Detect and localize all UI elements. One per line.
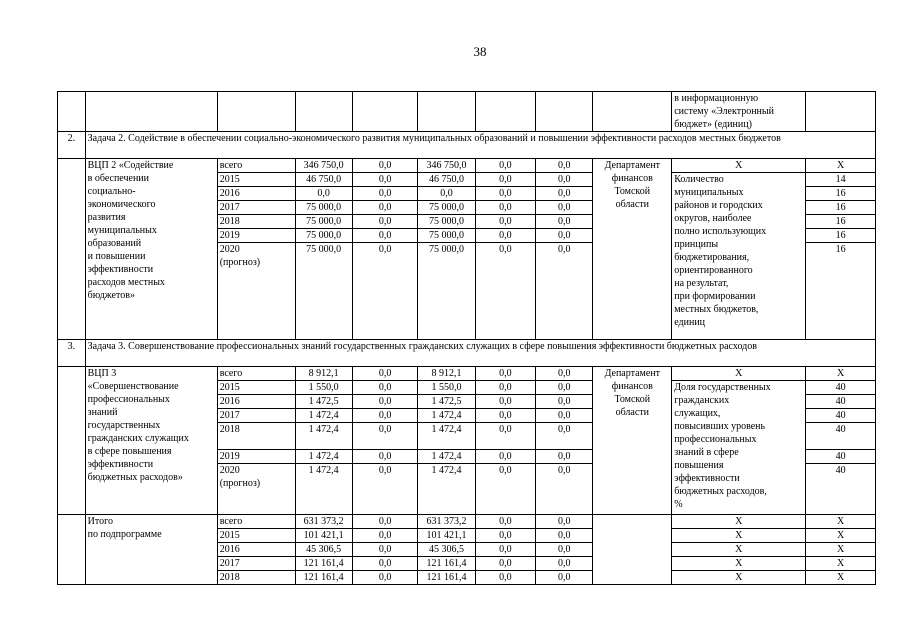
indicator-value: 14 bbox=[806, 173, 876, 187]
indicator-value: 40 bbox=[806, 423, 876, 450]
local-cell: 0,0 bbox=[475, 395, 535, 409]
local-cell: 0,0 bbox=[475, 450, 535, 464]
total-cell: 1 472,4 bbox=[295, 450, 352, 464]
federal-cell: 0,0 bbox=[352, 381, 418, 395]
total-cell: 75 000,0 bbox=[295, 215, 352, 229]
federal-cell: 0,0 bbox=[352, 243, 418, 340]
indicator-value: Х bbox=[806, 557, 876, 571]
indicator-x: Х bbox=[672, 543, 806, 557]
total-cell: 121 161,4 bbox=[295, 571, 352, 585]
program-table bbox=[57, 91, 876, 585]
indicator-x: Х bbox=[672, 367, 806, 381]
regional-cell: 1 472,5 bbox=[418, 395, 475, 409]
year-cell: 2015 bbox=[217, 529, 295, 543]
local-cell: 0,0 bbox=[475, 529, 535, 543]
other-cell: 0,0 bbox=[536, 243, 593, 340]
total-cell: 0,0 bbox=[295, 187, 352, 201]
federal-cell: 0,0 bbox=[352, 229, 418, 243]
task-number: 2. bbox=[58, 132, 86, 159]
federal-cell: 0,0 bbox=[352, 159, 418, 173]
regional-cell: 346 750,0 bbox=[418, 159, 475, 173]
task-title: Задача 3. Совершенствование профессиональных знаний государственных гражданских служащих в сфере повышения эффективности бюджетных расходов bbox=[85, 340, 875, 367]
local-cell: 0,0 bbox=[475, 543, 535, 557]
local-cell: 0,0 bbox=[475, 215, 535, 229]
total-cell: 1 472,4 bbox=[295, 423, 352, 450]
year-cell: 2016 bbox=[217, 395, 295, 409]
total-cell: 75 000,0 bbox=[295, 243, 352, 340]
total-cell: 8 912,1 bbox=[295, 367, 352, 381]
other-cell: 0,0 bbox=[536, 423, 593, 450]
regional-cell: 75 000,0 bbox=[418, 215, 475, 229]
year-cell: 2015 bbox=[217, 381, 295, 395]
federal-cell: 0,0 bbox=[352, 201, 418, 215]
other-cell: 0,0 bbox=[536, 229, 593, 243]
other-cell: 0,0 bbox=[536, 529, 593, 543]
other-cell: 0,0 bbox=[536, 450, 593, 464]
local-cell: 0,0 bbox=[475, 201, 535, 215]
other-cell: 0,0 bbox=[536, 409, 593, 423]
local-cell: 0,0 bbox=[475, 409, 535, 423]
local-cell: 0,0 bbox=[475, 571, 535, 585]
regional-cell: 1 472,4 bbox=[418, 409, 475, 423]
federal-cell: 0,0 bbox=[352, 395, 418, 409]
year-cell: 2020 (прогноз) bbox=[217, 464, 295, 515]
year-cell: 2019 bbox=[217, 450, 295, 464]
task-title: Задача 2. Содействие в обеспечении социально-экономического развития муниципальных образований и повышении эффективности расходов местных бюджетов bbox=[85, 132, 875, 159]
task-header-row bbox=[58, 340, 876, 367]
regional-cell: 631 373,2 bbox=[418, 515, 475, 529]
local-cell: 0,0 bbox=[475, 243, 535, 340]
federal-cell: 0,0 bbox=[352, 409, 418, 423]
federal-cell: 0,0 bbox=[352, 173, 418, 187]
federal-cell: 0,0 bbox=[352, 215, 418, 229]
indicator-value: Х bbox=[806, 529, 876, 543]
year-cell: 2020 (прогноз) bbox=[217, 243, 295, 340]
other-cell: 0,0 bbox=[536, 464, 593, 515]
total-cell: 75 000,0 bbox=[295, 201, 352, 215]
local-cell: 0,0 bbox=[475, 423, 535, 450]
local-cell: 0,0 bbox=[475, 229, 535, 243]
year-cell: 2016 bbox=[217, 543, 295, 557]
federal-cell: 0,0 bbox=[352, 571, 418, 585]
indicator-value: Х bbox=[806, 367, 876, 381]
year-cell: 2015 bbox=[217, 173, 295, 187]
other-cell: 0,0 bbox=[536, 367, 593, 381]
data-row bbox=[58, 367, 876, 381]
total-cell: 46 750,0 bbox=[295, 173, 352, 187]
total-cell: 1 472,4 bbox=[295, 409, 352, 423]
indicator-value: 40 bbox=[806, 395, 876, 409]
local-cell: 0,0 bbox=[475, 187, 535, 201]
total-cell: 121 161,4 bbox=[295, 557, 352, 571]
data-row bbox=[58, 159, 876, 173]
federal-cell: 0,0 bbox=[352, 450, 418, 464]
federal-cell: 0,0 bbox=[352, 515, 418, 529]
indicator-value: 40 bbox=[806, 464, 876, 515]
regional-cell: 121 161,4 bbox=[418, 557, 475, 571]
local-cell: 0,0 bbox=[475, 464, 535, 515]
other-cell: 0,0 bbox=[536, 515, 593, 529]
continuation-row bbox=[58, 92, 876, 132]
regional-cell: 1 472,4 bbox=[418, 423, 475, 450]
executor-cell: Департамент финансов Томской области bbox=[593, 367, 672, 515]
local-cell: 0,0 bbox=[475, 159, 535, 173]
year-cell: 2017 bbox=[217, 557, 295, 571]
regional-cell: 45 306,5 bbox=[418, 543, 475, 557]
regional-cell: 1 472,4 bbox=[418, 450, 475, 464]
other-cell: 0,0 bbox=[536, 543, 593, 557]
other-cell: 0,0 bbox=[536, 571, 593, 585]
year-cell: всего bbox=[217, 515, 295, 529]
indicator-value: Х bbox=[806, 159, 876, 173]
indicator-value: 16 bbox=[806, 229, 876, 243]
federal-cell: 0,0 bbox=[352, 557, 418, 571]
indicator-value: 40 bbox=[806, 450, 876, 464]
program-name: ВЦП 2 «Содействие в обеспечении социально- экономического развития муниципальных образований и повышении эффективности расходов местных бюджетов» bbox=[85, 159, 217, 340]
total-cell: 346 750,0 bbox=[295, 159, 352, 173]
federal-cell: 0,0 bbox=[352, 423, 418, 450]
federal-cell: 0,0 bbox=[352, 529, 418, 543]
indicator-name: Доля государственных гражданских служащих, повысивших уровень профессиональных знаний в сфере повышения эффективности бюджетных расходов, % bbox=[672, 381, 806, 515]
indicator-value: 16 bbox=[806, 215, 876, 229]
federal-cell: 0,0 bbox=[352, 464, 418, 515]
indicator-value: Х bbox=[806, 515, 876, 529]
indicator-value: 16 bbox=[806, 201, 876, 215]
year-cell: 2018 bbox=[217, 423, 295, 450]
indicator-x: Х bbox=[672, 571, 806, 585]
total-cell: 101 421,1 bbox=[295, 529, 352, 543]
year-cell: 2016 bbox=[217, 187, 295, 201]
year-cell: всего bbox=[217, 367, 295, 381]
total-cell: 45 306,5 bbox=[295, 543, 352, 557]
other-cell: 0,0 bbox=[536, 557, 593, 571]
regional-cell: 75 000,0 bbox=[418, 243, 475, 340]
executor-cell: Департамент финансов Томской области bbox=[593, 159, 672, 340]
year-cell: 2017 bbox=[217, 409, 295, 423]
other-cell: 0,0 bbox=[536, 201, 593, 215]
total-row bbox=[58, 515, 876, 529]
year-cell: 2018 bbox=[217, 571, 295, 585]
regional-cell: 75 000,0 bbox=[418, 201, 475, 215]
total-cell: 1 550,0 bbox=[295, 381, 352, 395]
indicator-value: Х bbox=[806, 571, 876, 585]
federal-cell: 0,0 bbox=[352, 543, 418, 557]
indicator-x: Х bbox=[672, 557, 806, 571]
federal-cell: 0,0 bbox=[352, 187, 418, 201]
other-cell: 0,0 bbox=[536, 381, 593, 395]
regional-cell: 121 161,4 bbox=[418, 571, 475, 585]
regional-cell: 0,0 bbox=[418, 187, 475, 201]
local-cell: 0,0 bbox=[475, 173, 535, 187]
regional-cell: 1 472,4 bbox=[418, 464, 475, 515]
federal-cell: 0,0 bbox=[352, 367, 418, 381]
indicator-value: 40 bbox=[806, 381, 876, 395]
indicator-value: Х bbox=[806, 543, 876, 557]
other-cell: 0,0 bbox=[536, 159, 593, 173]
local-cell: 0,0 bbox=[475, 381, 535, 395]
local-cell: 0,0 bbox=[475, 557, 535, 571]
indicator-value: 16 bbox=[806, 187, 876, 201]
totals-label: Итого по подпрограмме bbox=[85, 515, 217, 585]
indicator-cell: в информационную систему «Электронный бюджет» (единиц) bbox=[672, 92, 806, 132]
other-cell: 0,0 bbox=[536, 395, 593, 409]
regional-cell: 75 000,0 bbox=[418, 229, 475, 243]
total-cell: 75 000,0 bbox=[295, 229, 352, 243]
other-cell: 0,0 bbox=[536, 215, 593, 229]
local-cell: 0,0 bbox=[475, 367, 535, 381]
indicator-name: Количество муниципальных районов и городских округов, наиболее полно использующих принципы бюджетирования, ориентированного на результат, при формировании местных бюджетов, единиц bbox=[672, 173, 806, 340]
year-cell: 2019 bbox=[217, 229, 295, 243]
local-cell: 0,0 bbox=[475, 515, 535, 529]
total-cell: 1 472,5 bbox=[295, 395, 352, 409]
indicator-value: 40 bbox=[806, 409, 876, 423]
regional-cell: 8 912,1 bbox=[418, 367, 475, 381]
regional-cell: 101 421,1 bbox=[418, 529, 475, 543]
task-number: 3. bbox=[58, 340, 86, 367]
regional-cell: 1 550,0 bbox=[418, 381, 475, 395]
year-cell: 2018 bbox=[217, 215, 295, 229]
total-cell: 1 472,4 bbox=[295, 464, 352, 515]
other-cell: 0,0 bbox=[536, 173, 593, 187]
page-number: 38 bbox=[473, 44, 487, 59]
year-cell: всего bbox=[217, 159, 295, 173]
indicator-value: 16 bbox=[806, 243, 876, 340]
year-cell: 2017 bbox=[217, 201, 295, 215]
indicator-x: Х bbox=[672, 159, 806, 173]
indicator-x: Х bbox=[672, 529, 806, 543]
indicator-x: Х bbox=[672, 515, 806, 529]
program-name: ВЦП 3 «Совершенствование профессиональных знаний государственных гражданских служащих в сфере повышения эффективности бюджетных расходов» bbox=[85, 367, 217, 515]
regional-cell: 46 750,0 bbox=[418, 173, 475, 187]
total-cell: 631 373,2 bbox=[295, 515, 352, 529]
other-cell: 0,0 bbox=[536, 187, 593, 201]
task-header-row bbox=[58, 132, 876, 159]
